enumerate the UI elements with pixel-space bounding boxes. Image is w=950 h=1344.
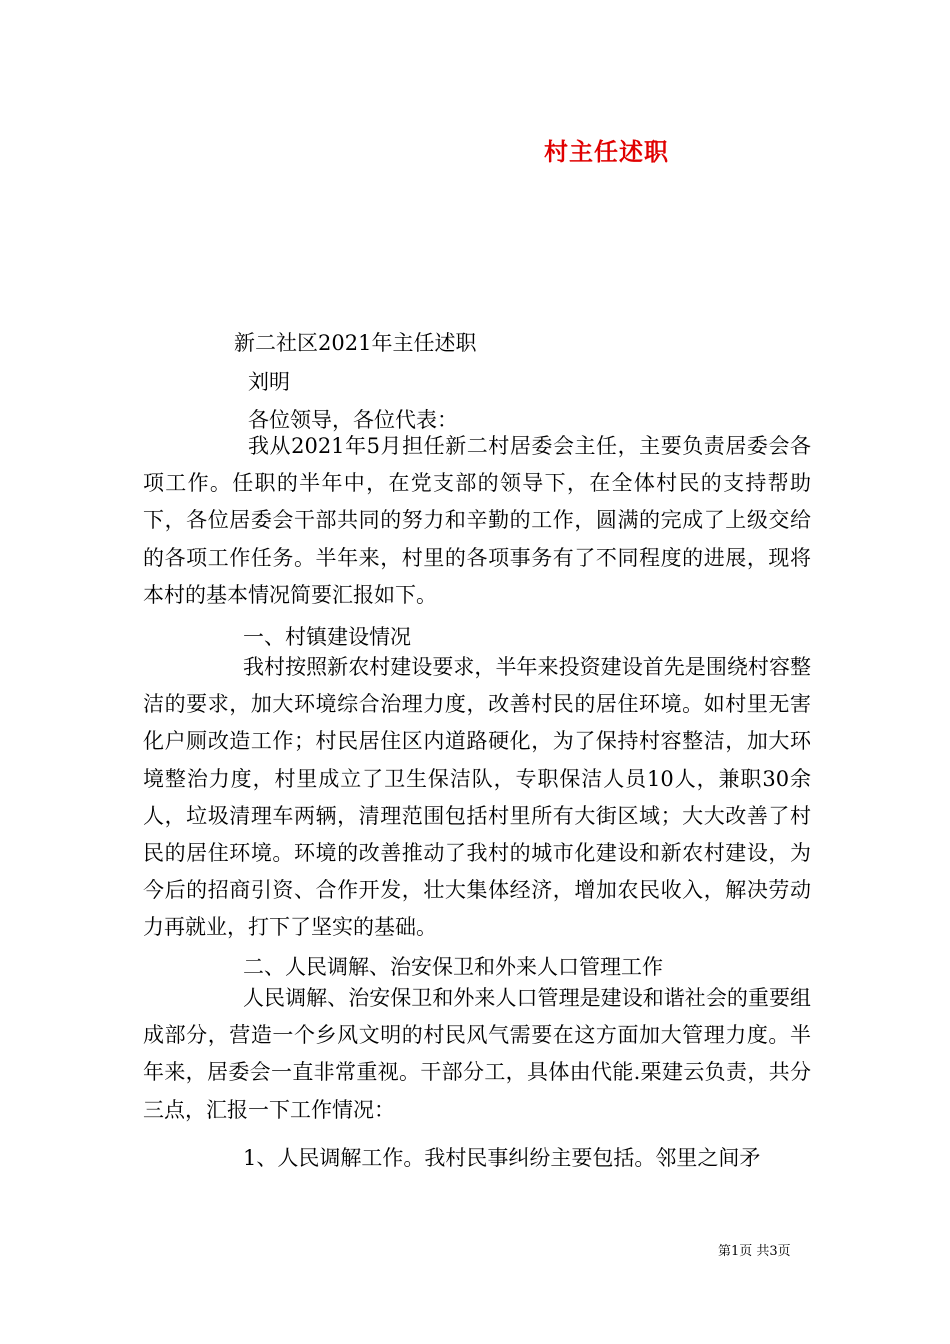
paragraph-construction: 我村按照新农村建设要求，半年来投资建设首先是围绕村容整洁的要求，加大环境综合治理力度，改善村民的居住环境。如村里无害化户厕改造工作；村民居住区内道路硬化，为了保持村容整洁，加大环境整治力度，村里成立了卫生保洁队，专职保洁人员10人，兼职30余人，垃圾清理车两辆，清理范围包括村里所有大街区域；大大改善了村民的居住环境。环境的改善推动了我村的城市化建设和新农村建设，为今后的招商引资、合作开发，壮大集体经济，增加农民收入，解决劳动力再就业，打下了坚实的基础。 [143,655,811,940]
page-number: 第1页 共3页 [718,1244,791,1259]
document-title: 村主任述职 [544,137,669,166]
section-heading-1: 一、村镇建设情况 [243,625,411,649]
document-subtitle: 新二社区2021年主任述职 [234,331,477,355]
paragraph-mediation: 人民调解、治安保卫和外来人口管理是建设和谐社会的重要组成部分，营造一个乡风文明的村民风气需要在这方面加大管理力度。半年来，居委会一直非常重视。干部分工，具体由代能.栗建云负责，共分三点，汇报一下工作情况： [143,986,811,1122]
section-heading-2: 二、人民调解、治安保卫和外来人口管理工作 [243,955,663,979]
author-name: 刘明 [248,370,290,394]
paragraph-mediation-item-1: 1、人民调解工作。我村民事纠纷主要包括。邻里之间矛 [243,1146,761,1170]
greeting: 各位领导，各位代表： [248,408,458,432]
paragraph-intro: 我从2021年5月担任新二村居委会主任，主要负责居委会各项工作。任职的半年中，在党支部的领导下，在全体村民的支持帮助下，各位居委会干部共同的努力和辛勤的工作，圆满的完成了上级交给的各项工作任务。半年来，村里的各项事务有了不同程度的进展，现将本村的基本情况简要汇报如下。 [143,434,811,607]
